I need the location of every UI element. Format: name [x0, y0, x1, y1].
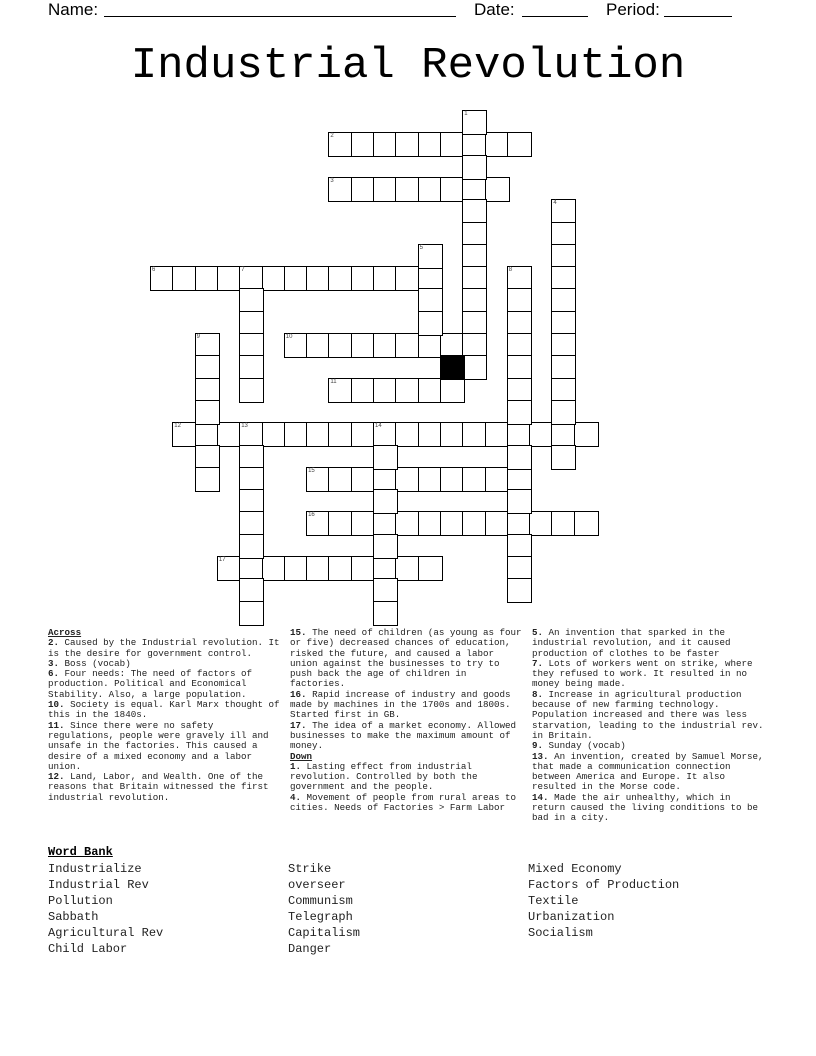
word-bank-item: Sabbath [48, 910, 99, 924]
name-label: Name: [48, 0, 99, 19]
word-bank-column-2 [288, 861, 360, 957]
grid-cell[interactable] [373, 378, 398, 403]
grid-cell[interactable] [217, 556, 242, 581]
grid-cell[interactable] [373, 601, 398, 626]
word-bank-item: overseer [288, 878, 346, 892]
grid-cell[interactable] [507, 578, 532, 603]
grid-cell[interactable] [328, 556, 353, 581]
grid-cell[interactable] [551, 288, 576, 313]
grid-cell[interactable] [373, 511, 398, 536]
grid-cell[interactable] [551, 199, 576, 224]
grid-cell[interactable] [462, 199, 487, 224]
word-bank-item: Agricultural Rev [48, 926, 164, 940]
grid-cell[interactable] [195, 333, 220, 358]
grid-cell[interactable] [172, 422, 197, 447]
grid-cell[interactable] [507, 132, 532, 157]
grid-cell[interactable] [462, 355, 487, 380]
clues-column-1 [48, 628, 284, 803]
grid-cell[interactable] [551, 222, 576, 247]
grid-cell[interactable] [395, 378, 420, 403]
grid-cell[interactable] [507, 467, 532, 492]
grid-cell[interactable] [440, 511, 465, 536]
clue-down-14: 14. Made the air unhealthy, which in return caused the living conditions to be bad in a city. [532, 791, 759, 824]
grid-cell[interactable] [462, 288, 487, 313]
grid-cell[interactable] [485, 511, 510, 536]
grid-cell[interactable] [195, 445, 220, 470]
grid-cell[interactable] [418, 333, 443, 358]
grid-cell[interactable] [351, 467, 376, 492]
grid-cell[interactable] [462, 266, 487, 291]
grid-cell[interactable] [485, 422, 510, 447]
grid-cell[interactable] [239, 422, 264, 447]
grid-cell[interactable] [239, 311, 264, 336]
word-bank-item: Child Labor [48, 942, 128, 956]
grid-cell[interactable] [284, 333, 309, 358]
clue-number: 4 [553, 200, 557, 207]
grid-cell[interactable] [507, 333, 532, 358]
clue-number: 8 [508, 267, 513, 274]
clue-across-16: 16. Rapid increase of industry and goods made by machines in the 1700s and 1800s. Started first in GB. [290, 688, 511, 721]
grid-cell[interactable] [306, 266, 331, 291]
grid-cell[interactable] [551, 400, 576, 425]
clues-column-2 [290, 628, 526, 813]
grid-cell[interactable] [462, 333, 487, 358]
grid-cell[interactable] [462, 155, 487, 180]
grid-cell[interactable] [195, 422, 220, 447]
grid-cell[interactable] [328, 378, 353, 403]
grid-cell[interactable] [351, 132, 376, 157]
clue-down-13: 13. An invention, created by Samuel Morse, that made a communication connection between America and Europe. It also resulted in the Morse code. [532, 750, 764, 793]
grid-cell[interactable] [507, 511, 532, 536]
grid-cell[interactable] [395, 132, 420, 157]
grid-cell[interactable] [395, 422, 420, 447]
across-heading: Across [48, 627, 82, 638]
word-bank-item: Socialism [528, 926, 593, 940]
clue-number: 1 [464, 111, 468, 117]
grid-cell[interactable] [507, 378, 532, 403]
grid-cell[interactable] [418, 556, 443, 581]
grid-cell[interactable] [239, 534, 264, 559]
grid-cell[interactable] [462, 110, 487, 135]
clue-number: 10 [285, 334, 293, 340]
grid-cell[interactable] [440, 467, 465, 492]
grid-cell[interactable] [351, 511, 376, 536]
grid-cell[interactable] [395, 177, 420, 202]
grid-cell[interactable] [328, 266, 353, 291]
grid-cell[interactable] [507, 288, 532, 313]
word-bank-item: Industrial Rev [48, 878, 149, 892]
date-label: Date: [474, 0, 515, 19]
word-bank-column-3 [528, 861, 679, 941]
grid-cell[interactable] [507, 422, 532, 447]
grid-cell[interactable] [195, 400, 220, 425]
grid-cell[interactable] [440, 177, 465, 202]
grid-cell[interactable] [172, 266, 197, 291]
grid-cell[interactable] [462, 511, 487, 536]
grid-cell[interactable] [373, 556, 398, 581]
grid-cell[interactable] [195, 378, 220, 403]
grid-cell[interactable] [551, 244, 576, 269]
grid-cell[interactable] [328, 177, 353, 202]
word-bank-item: Mixed Economy [528, 862, 622, 876]
clue-number: 2 [330, 133, 334, 140]
grid-cell[interactable] [351, 422, 376, 447]
grid-cell[interactable] [462, 244, 487, 269]
grid-cell[interactable] [395, 467, 420, 492]
word-bank-heading: Word Bank [48, 845, 113, 859]
grid-cell[interactable] [328, 511, 353, 536]
grid-cell[interactable] [507, 266, 532, 291]
grid-cell[interactable] [373, 333, 398, 358]
grid-cell[interactable] [395, 556, 420, 581]
grid-cell[interactable] [328, 333, 353, 358]
clue-down-7: 7. Lots of workers went on strike, where they refused to work. It resulted in no money being made. [532, 657, 753, 690]
grid-cell[interactable] [351, 333, 376, 358]
clue-number: 15 [308, 467, 315, 474]
grid-cell[interactable] [418, 177, 443, 202]
grid-cell[interactable] [551, 355, 576, 380]
grid-cell[interactable] [195, 355, 220, 380]
clue-number: 3 [330, 177, 334, 184]
grid-cell[interactable] [507, 400, 532, 425]
grid-cell[interactable] [485, 132, 510, 157]
grid-cell[interactable] [262, 556, 287, 581]
grid-cell[interactable] [373, 177, 398, 202]
grid-cell[interactable] [551, 378, 576, 403]
clue-number: 12 [174, 423, 181, 430]
grid-cell[interactable] [239, 333, 264, 358]
grid-cell[interactable] [239, 489, 264, 514]
grid-cell[interactable] [262, 266, 287, 291]
grid-cell[interactable] [239, 378, 264, 403]
grid-cell[interactable] [440, 378, 465, 403]
grid-cell[interactable] [239, 445, 264, 470]
grid-cell[interactable] [373, 132, 398, 157]
clue-across-12: 12. Land, Labor, and Wealth. One of the reasons that Britain witnessed the first industrial revolution. [48, 771, 269, 803]
clue-across-3: 3. Boss (vocab) [48, 657, 131, 669]
page-title: Industrial Revolution [130, 41, 686, 91]
grid-cell[interactable] [529, 422, 554, 447]
grid-cell[interactable] [418, 422, 443, 447]
grid-cell[interactable] [418, 288, 443, 313]
grid-cell[interactable] [440, 422, 465, 447]
grid-cell[interactable] [507, 311, 532, 336]
grid-cell[interactable] [418, 266, 443, 291]
grid-cell[interactable] [328, 467, 353, 492]
clue-number: 16 [308, 512, 315, 519]
clue-number: 5 [419, 244, 423, 251]
clue-down-4: 4. Movement of people from rural areas to cities. Needs of Factories > Farm Labor [290, 791, 517, 814]
grid-cell[interactable] [306, 333, 331, 358]
grid-cell[interactable] [418, 467, 443, 492]
grid-cell[interactable] [395, 511, 420, 536]
grid-cell[interactable] [462, 222, 487, 247]
clue-number: 7 [241, 267, 245, 274]
grid-cell[interactable] [507, 445, 532, 470]
grid-cell[interactable] [284, 422, 309, 447]
clue-number: 13 [241, 423, 248, 430]
grid-cell[interactable] [551, 511, 576, 536]
grid-cell[interactable] [462, 422, 487, 447]
grid-cell[interactable] [328, 422, 353, 447]
grid-cell[interactable] [462, 467, 487, 492]
down-heading: Down [290, 750, 313, 762]
grid-cell[interactable] [373, 445, 398, 470]
grid-cell[interactable] [551, 422, 576, 447]
grid-cell[interactable] [306, 422, 331, 447]
grid-cell[interactable] [418, 311, 443, 336]
clue-number: 11 [330, 378, 337, 385]
grid-cell[interactable] [507, 534, 532, 559]
period-label: Period: [606, 0, 660, 19]
clue-down-8: 8. Increase in agricultural production because of new farming technology. Population increased and there was less starvation, leading to the industrial rev. in Britain. [532, 688, 764, 741]
grid-cell[interactable] [529, 511, 554, 536]
word-bank-item: Danger [288, 942, 332, 956]
grid-cell[interactable] [574, 422, 599, 447]
grid-cell[interactable] [195, 266, 220, 291]
word-bank-item: Industrialize [48, 862, 142, 876]
grid-cell[interactable] [551, 266, 576, 291]
grid-cell[interactable] [351, 378, 376, 403]
grid-cell[interactable] [440, 132, 465, 157]
clues-column-3 [532, 628, 768, 824]
grid-cell[interactable] [262, 422, 287, 447]
grid-cell[interactable] [507, 355, 532, 380]
clue-across-11: 11. Since there were no safety regulations, people were gravely ill and unsafe in the factories. This caused a desire of a mixed economy and a labor union. [48, 719, 269, 772]
grid-cell[interactable] [462, 311, 487, 336]
grid-cell[interactable] [239, 578, 264, 603]
grid-cell[interactable] [551, 445, 576, 470]
grid-cell[interactable] [395, 333, 420, 358]
word-bank-item: Urbanization [528, 910, 615, 924]
grid-cell[interactable] [217, 266, 245, 291]
grid-cell[interactable] [373, 534, 398, 559]
grid-cell[interactable] [418, 511, 443, 536]
grid-cell[interactable] [195, 467, 220, 492]
word-bank-item: Textile [528, 894, 579, 908]
grid-cell[interactable] [395, 266, 420, 291]
grid-cell[interactable] [239, 355, 264, 380]
word-bank-item: Communism [288, 894, 353, 908]
grid-cell[interactable] [462, 177, 487, 202]
grid-cell[interactable] [373, 489, 398, 514]
clue-across-17: 17. The idea of a market economy. Allowed businesses to make the maximum amount of money. [290, 719, 517, 752]
word-bank-item: Factors of Production [528, 878, 680, 892]
grid-cell[interactable] [507, 556, 532, 581]
grid-cell[interactable] [373, 467, 398, 492]
word-bank-item: Strike [288, 862, 332, 876]
grid-cell[interactable] [351, 556, 376, 581]
grid-cell[interactable] [284, 556, 309, 581]
grid-cell[interactable] [418, 132, 443, 157]
black-square [440, 355, 465, 380]
grid-cell[interactable] [306, 556, 331, 581]
grid-cell[interactable] [239, 511, 264, 536]
grid-cell[interactable] [485, 177, 510, 202]
grid-cell[interactable] [507, 489, 532, 514]
clue-across-15: 15. The need of children (as young as four or five) decreased chances of education, risked the future, and caused a labor union against the businesses to try to push back the age of children in factories. [290, 627, 522, 690]
grid-cell[interactable] [284, 266, 309, 291]
grid-cell[interactable] [328, 132, 353, 157]
word-bank-item: Pollution [48, 894, 113, 908]
word-bank-item: Capitalism [288, 926, 361, 940]
clue-number: 17 [218, 557, 226, 563]
clue-across-10: 10. Society is equal. Karl Marx thought of this in the 1840s. [48, 699, 280, 721]
word-bank-item: Telegraph [288, 910, 353, 924]
clue-number: 14 [375, 423, 382, 430]
grid-cell[interactable] [551, 311, 576, 336]
grid-cell[interactable] [373, 266, 398, 291]
grid-cell[interactable] [351, 266, 376, 291]
grid-cell[interactable] [217, 422, 242, 447]
clue-down-5: 5. An invention that sparked in the industrial revolution, and it caused production of clothes to be faster [532, 627, 731, 659]
grid-cell[interactable] [574, 511, 599, 536]
grid-cell[interactable] [239, 266, 264, 291]
grid-cell[interactable] [373, 578, 398, 603]
grid-cell[interactable] [239, 288, 264, 313]
grid-cell[interactable] [306, 467, 331, 492]
clue-down-9: 9. Sunday (vocab) [532, 740, 626, 752]
grid-cell[interactable] [306, 511, 331, 536]
word-bank-column-1 [48, 861, 163, 957]
grid-cell[interactable] [462, 132, 487, 157]
grid-cell[interactable] [373, 422, 398, 447]
clue-down-1: 1. Lasting effect from industrial revolution. Controlled by both the government and the people. [290, 760, 478, 793]
grid-cell[interactable] [239, 556, 264, 581]
clue-number: 6 [152, 267, 156, 274]
grid-cell[interactable] [418, 244, 443, 269]
grid-cell[interactable] [485, 467, 510, 492]
grid-cell[interactable] [239, 467, 264, 492]
grid-cell[interactable] [551, 333, 576, 358]
grid-cell[interactable] [351, 177, 376, 202]
grid-cell[interactable] [150, 266, 175, 291]
grid-cell[interactable] [440, 333, 465, 358]
clue-number: 9 [196, 334, 200, 340]
grid-cell[interactable] [239, 601, 264, 626]
clue-across-6: 6. Four needs: The need of factors of production. Political and Economical Stability. Also, a large population. [48, 668, 253, 700]
clue-across-2: 2. Caused by the Industrial revolution. It is the desire for government control. [48, 637, 280, 659]
grid-cell[interactable] [418, 378, 443, 403]
